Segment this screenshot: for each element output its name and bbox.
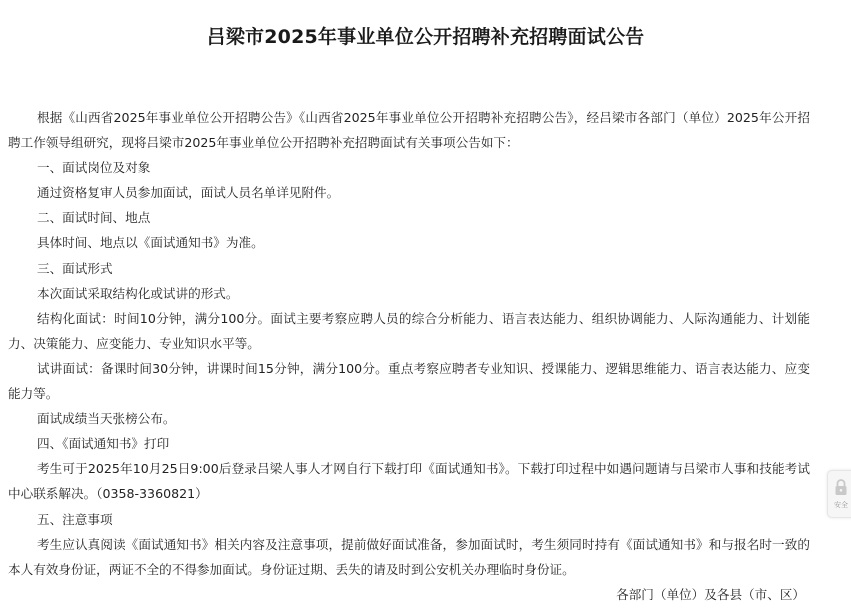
lock-icon: [834, 478, 848, 496]
section-heading-interview-candidates: 一、面试岗位及对象: [36, 160, 151, 176]
body-paragraph: 通过资格复审人员参加面试，面试人员名单详见附件。: [36, 185, 340, 201]
body-paragraph: 面试成绩当天张榜公布。: [36, 411, 176, 427]
security-label: 安全: [834, 501, 848, 509]
intro-paragraph: 根据《山西省2025年事业单位公开招聘公告》《山西省2025年事业单位公开招聘补充招聘公告》，经吕梁市各部门（单位）2025年公开招聘工作领导组研究，现将吕梁市2025年事业单位公开招聘补充招聘面试有关事项公告如下：: [8, 110, 810, 151]
body-paragraph: 本次面试采取结构化或试讲的形式。: [36, 285, 239, 301]
body-paragraph: 考生应认真阅读《面试通知书》相关内容及注意事项，提前做好面试准备，参加面试时，考生须同时持有《面试通知书》和与报名时一致的本人有效身份证，两证不全的不得参加面试。身份证过期、丢失的请及时到公安机关办理临时身份证。: [8, 536, 810, 577]
section-heading-time-location: 二、面试时间、地点: [36, 210, 151, 226]
announcement-body: [8, 105, 810, 607]
body-paragraph-trial-lecture: 试讲面试：备课时间30分钟，讲课时间15分钟，满分100分。重点考察应聘者专业知识、授课能力、逻辑思维能力、语言表达能力、应变能力等。: [8, 360, 810, 402]
section-heading-print-notice: 四、《面试通知书》打印: [36, 436, 170, 452]
body-paragraph: 考生可于2025年10月25日9:00后登录吕梁人事人才网自行下载打印《面试通知书》。下载打印过程中如遇问题请与吕梁市人事和技能考试中心联系解决。（0358-3360821）: [8, 461, 810, 502]
section-heading-interview-format: 三、面试形式: [36, 260, 113, 276]
body-paragraph-structured-interview: 结构化面试：时间10分钟，满分100分。面试主要考察应聘人员的综合分析能力、语言表达能力、组织协调能力、人际沟通能力、计划能力、决策能力、应变能力、专业知识水平等。: [8, 310, 810, 351]
security-side-widget[interactable]: [827, 470, 851, 518]
signature-line: 各部门（单位）及各县（市、区）: [616, 586, 805, 602]
page-title: 吕梁市2025年事业单位公开招聘补充招聘面试公告: [206, 25, 645, 48]
section-heading-notes: 五、注意事项: [36, 511, 113, 527]
body-paragraph: 具体时间、地点以《面试通知书》为准。: [36, 235, 264, 251]
